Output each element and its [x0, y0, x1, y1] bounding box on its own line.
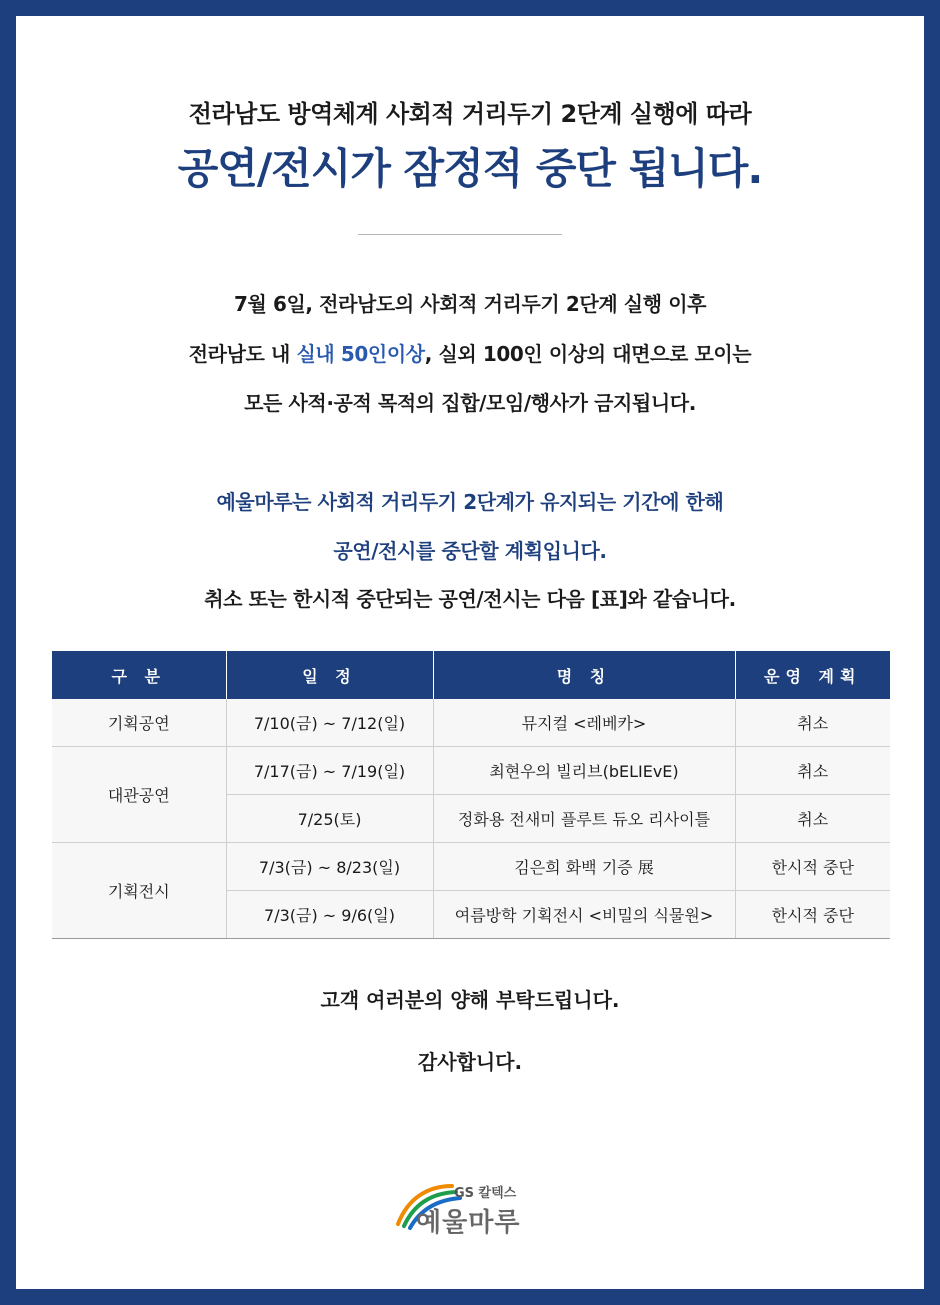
plan-cell: 취소	[735, 795, 890, 843]
notice-frame	[16, 16, 924, 1289]
notice-line-4: 예울마루는 사회적 거리두기 2단계가 유지되는 기간에 한해	[216, 490, 724, 514]
plan-cell: 취소	[735, 699, 890, 747]
notice-line-5: 공연/전시를 중단할 계획입니다.	[333, 539, 607, 563]
notice-line-3: 모든 사적·공적 목적의 집합/모임/행사가 금지됩니다.	[244, 391, 696, 415]
name-cell: 정화용 전새미 플루트 듀오 리사이틀	[433, 795, 735, 843]
table-row	[52, 843, 890, 891]
logo-name: 예울마루	[416, 1208, 521, 1238]
plan-cell: 한시적 중단	[735, 843, 890, 891]
plan-cell: 한시적 중단	[735, 891, 890, 939]
notice-line-6: 취소 또는 한시적 중단되는 공연/전시는 다음 [표]와 같습니다.	[204, 587, 736, 611]
title-divider	[358, 234, 562, 235]
table-row	[52, 747, 890, 795]
date-cell: 7/3(금) ~ 9/6(일)	[226, 891, 433, 939]
category-cell: 기획전시	[52, 843, 226, 939]
notice-line-1: 7월 6일, 전라남도의 사회적 거리두기 2단계 실행 이후	[233, 292, 707, 316]
name-cell: 김은희 화백 기증 展	[433, 843, 735, 891]
date-cell: 7/25(토)	[226, 795, 433, 843]
category-cell: 대관공연	[52, 747, 226, 843]
date-cell: 7/3(금) ~ 8/23(일)	[226, 843, 433, 891]
table-header-row	[52, 651, 890, 699]
header-date: 일 정	[226, 651, 433, 699]
notice-title: 공연/전시가 잠정적 중단 됩니다.	[177, 144, 763, 193]
plan-cell: 취소	[735, 747, 890, 795]
notice-subtitle: 전라남도 방역체계 사회적 거리두기 2단계 실행에 따라	[188, 100, 752, 128]
name-cell: 최현우의 빌리브(bELIEvE)	[433, 747, 735, 795]
header-plan: 운영 계획	[735, 651, 890, 699]
name-cell: 뮤지컬 <레베카>	[433, 699, 735, 747]
logo-brand: GS 칼텍스	[454, 1186, 517, 1201]
header-category: 구 분	[52, 651, 226, 699]
closing-line-2: 감사합니다.	[417, 1050, 523, 1074]
notice-line-2-pre: 전라남도 내	[188, 342, 297, 366]
schedule-table	[52, 651, 890, 939]
closing-line-1: 고객 여러분의 양해 부탁드립니다.	[320, 988, 620, 1012]
date-cell: 7/10(금) ~ 7/12(일)	[226, 699, 433, 747]
name-cell: 여름방학 기획전시 <비밀의 식물원>	[433, 891, 735, 939]
notice-line-2-highlight: 실내 50인이상	[296, 342, 425, 366]
date-cell: 7/17(금) ~ 7/19(일)	[226, 747, 433, 795]
category-cell: 기획공연	[52, 699, 226, 747]
yeulmaru-logo	[394, 1176, 534, 1246]
notice-line-2-post: , 실외 100인 이상의 대면으로 모이는	[424, 342, 752, 366]
header-name: 명 칭	[433, 651, 735, 699]
table-row	[52, 699, 890, 747]
notice-line-2	[16, 338, 924, 367]
